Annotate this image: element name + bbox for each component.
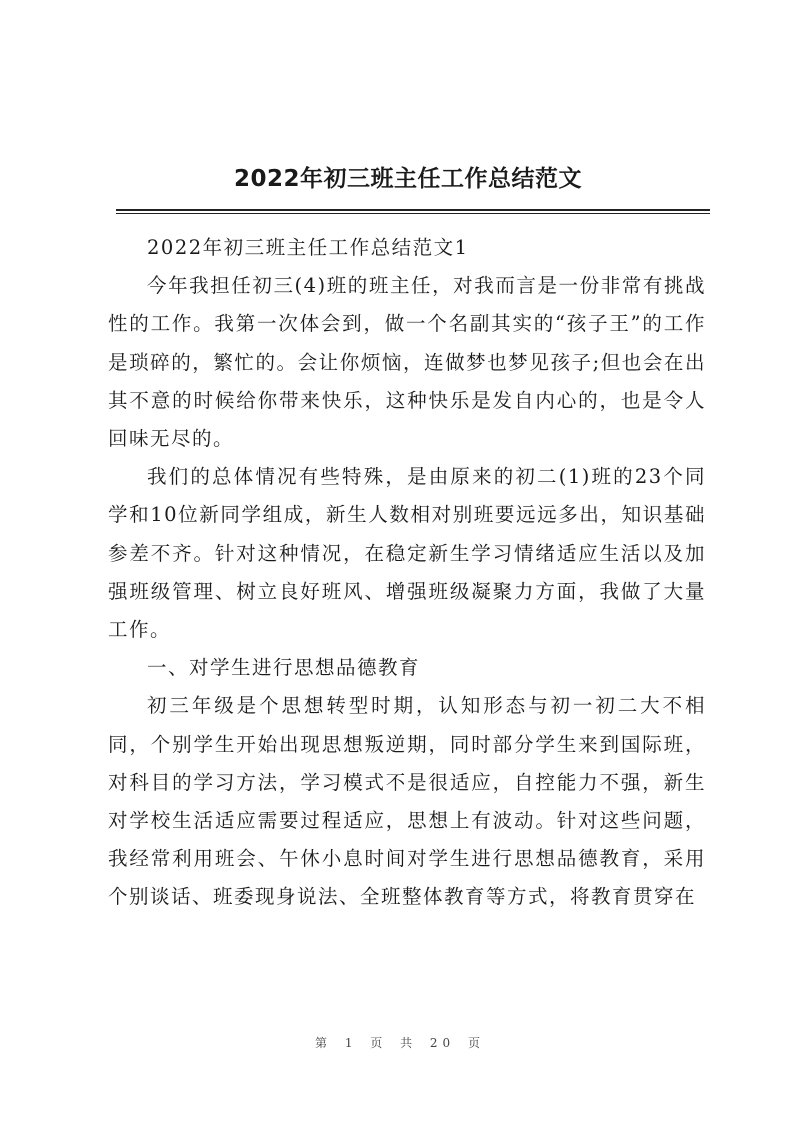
- body-paragraph: 初三年级是个思想转型时期，认知形态与初一初二大不相同，个别学生开始出现思想叛逆期，同时部分学生来到国际班，对科目的学习方法，学习模式不是很适应，自控能力不强，新生对学校生活适应需要过程适应，思想上有波动。针对这些问题，我经常利用班会、午休小息时间对学生进行思想品德教育，采用个别谈话、班委现身说法、全班整体教育等方式，将教育贯穿在: [108, 694, 706, 909]
- subtitle-paragraph: 2022年初三班主任工作总结范文1: [147, 236, 469, 259]
- document-title: 2022年初三班主任工作总结范文: [233, 166, 582, 192]
- body-paragraph: 今年我担任初三(4)班的班主任，对我而言是一份非常有挑战性的工作。我第一次体会到，做一个名副其实的“孩子王”的工作是琐碎的，繁忙的。会让你烦恼，连做梦也梦见孩子;但也会在出其不意的时候给你带来快乐，这种快乐是发自内心的，也是令人回味无尽的。: [108, 274, 706, 451]
- page-footer: 第 1 页 共 20 页: [315, 1036, 485, 1050]
- document-body: [108, 229, 706, 917]
- title-divider: [116, 209, 710, 211]
- body-paragraph: 我们的总体情况有些特殊，是由原来的初二(1)班的23个同学和10位新同学组成，新生人数相对别班要远远多出，知识基础参差不齐。针对这种情况，在稳定新生学习情绪适应生活以及加强班级管理、树立良好班风、增强班级凝聚力方面，我做了大量工作。: [108, 465, 706, 642]
- section-heading: 一、对学生进行思想品德教育: [147, 656, 421, 680]
- title-divider-thin: [116, 213, 710, 214]
